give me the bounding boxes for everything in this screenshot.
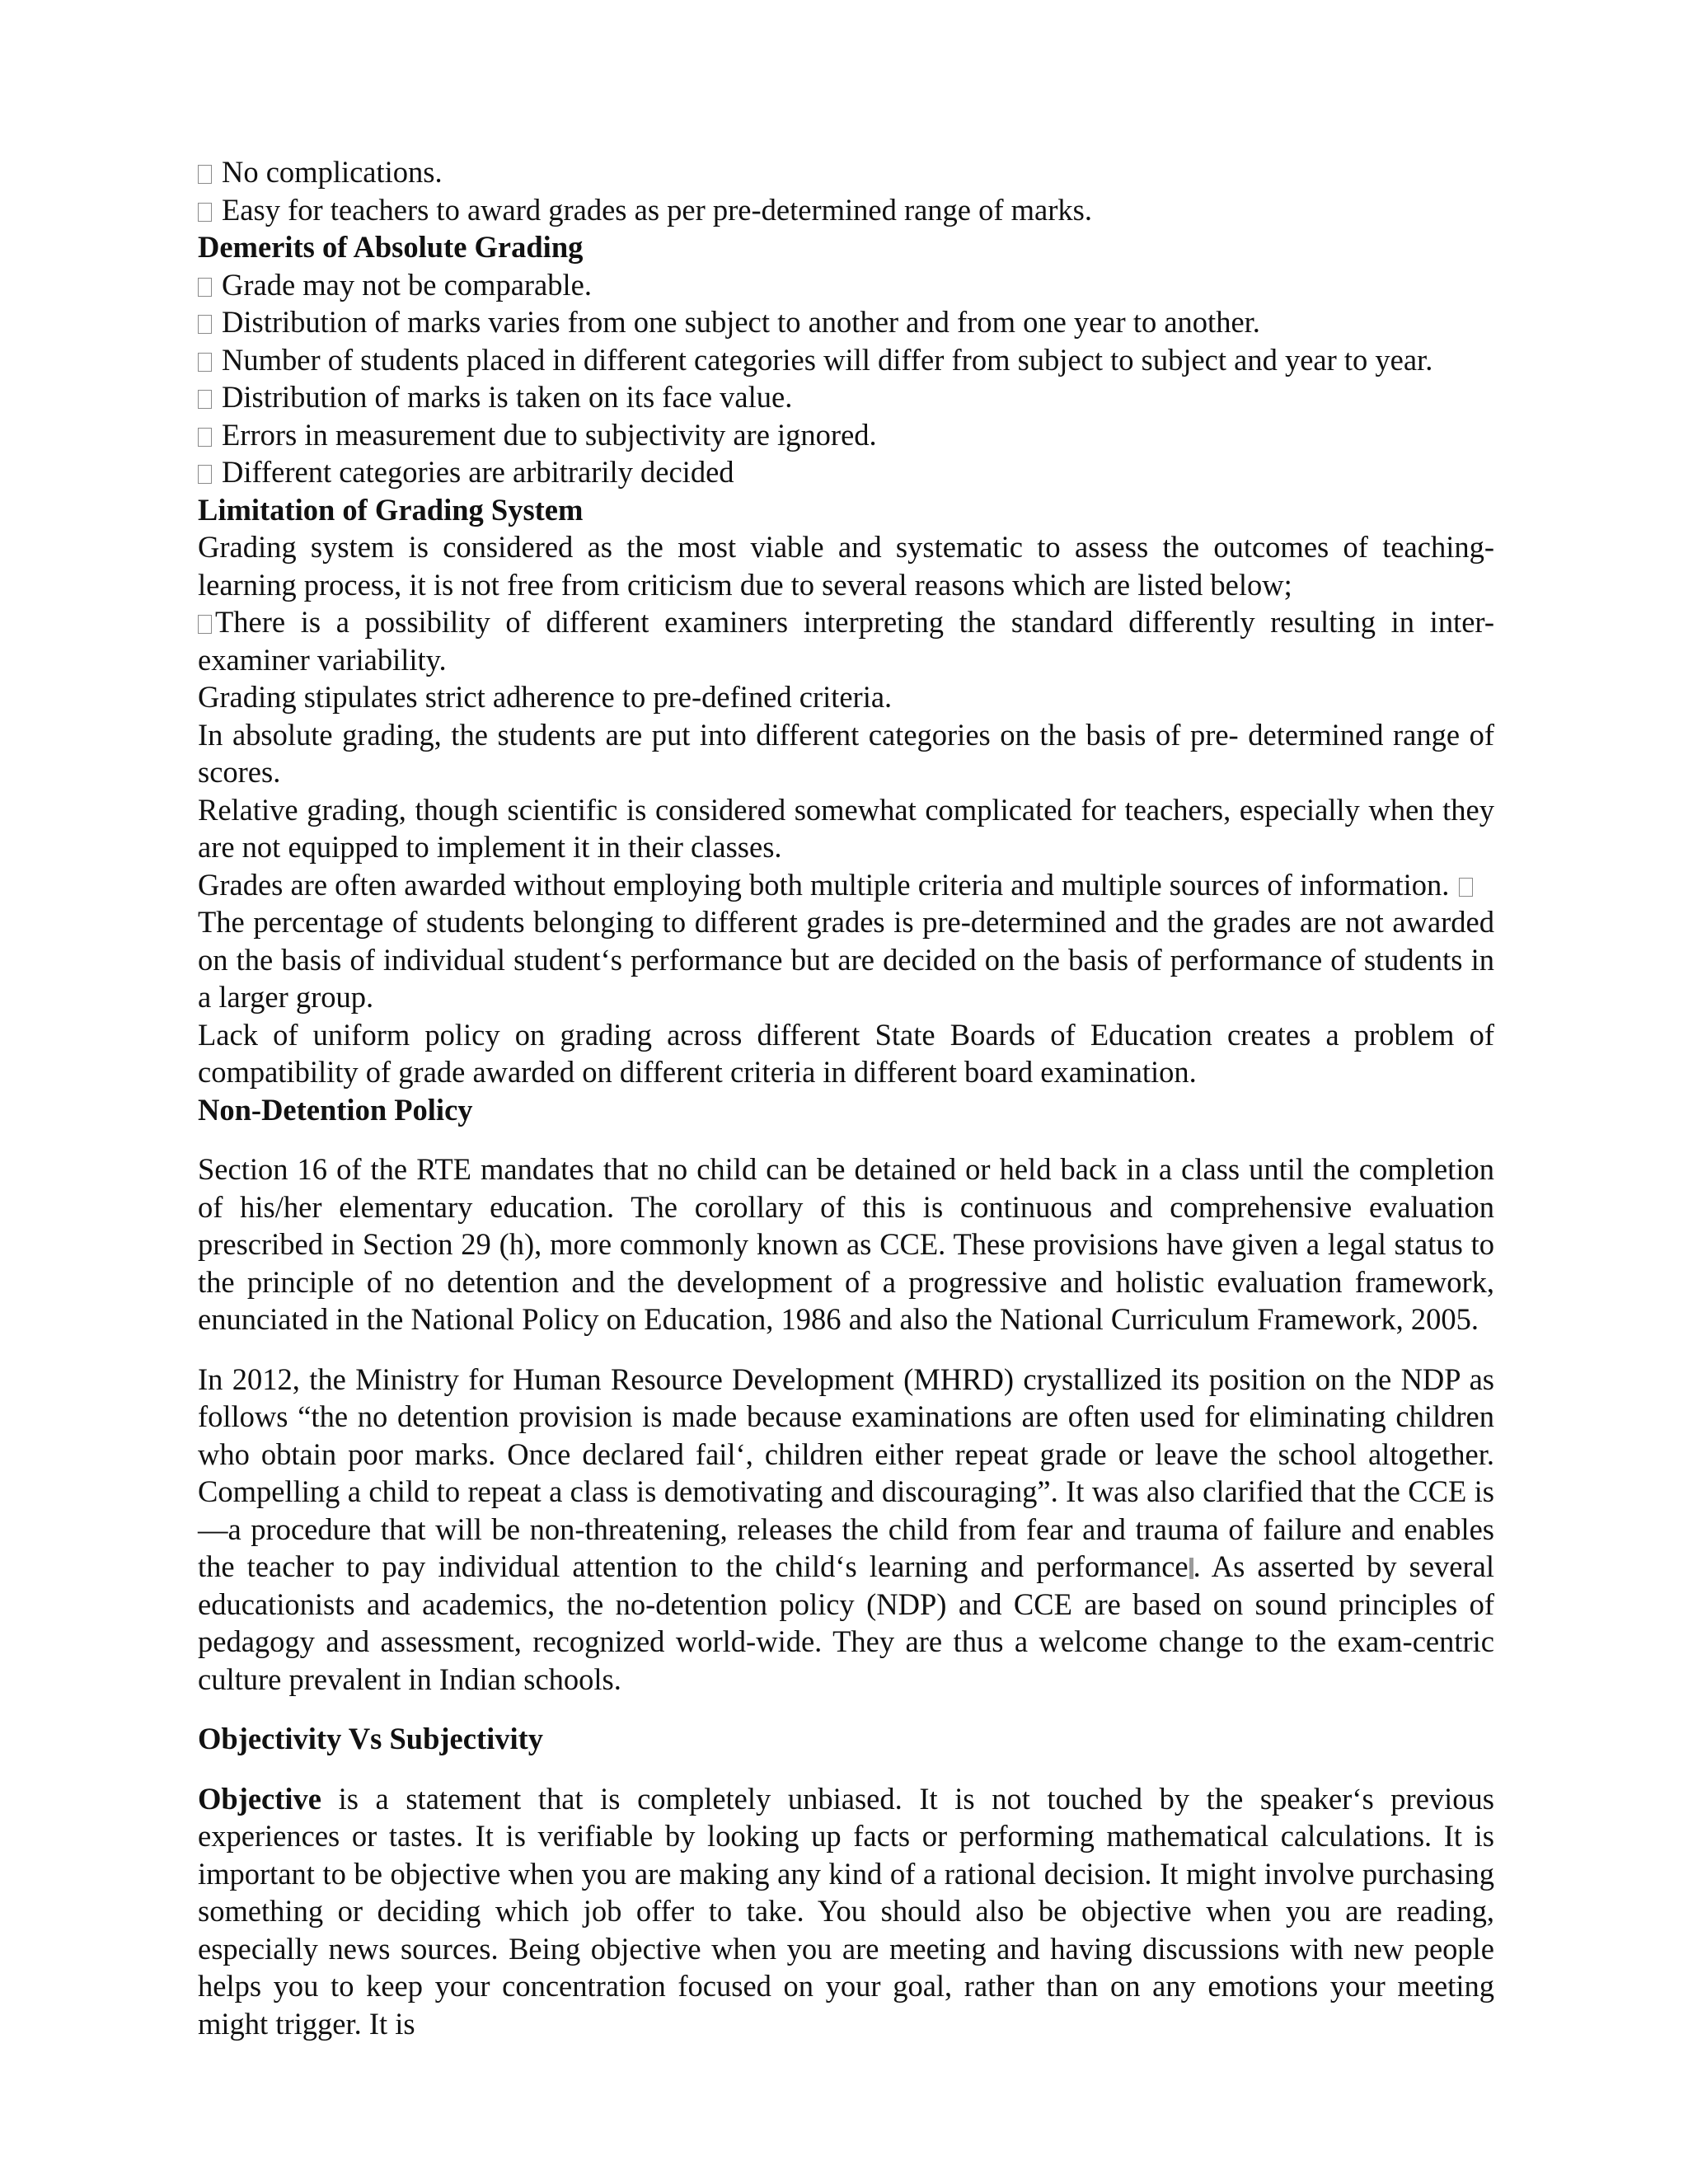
missing-glyph-box [198,615,212,634]
objectivity-heading: Objectivity Vs Subjectivity [198,1722,544,1755]
limitation-heading: Limitation of Grading System [198,492,584,527]
bullet-item: Different categories are arbitrarily decided [198,453,1494,491]
missing-glyph-box [1459,878,1473,897]
missing-glyph-box [198,465,212,484]
bullet-item: Easy for teachers to award grades as per pre-determined range of marks. [198,191,1494,229]
bullet-item: Grade may not be comparable. [198,266,1494,304]
ndp-paragraph-1: Section 16 of the RTE mandates that no child can be detained or held back in a class until the completion of his/her elementary education. The corollary of this is continuous and comprehensive evaluation prescribed in Section 29 (h), more commonly known as CCE. These provisions have given a legal status to the principle of no detention and the development of a progressive and holistic evaluation framework, enunciated in the National Policy on Education, 1986 and also the National Curriculum Framework, 2005. [198,1152,1494,1336]
bullet-item: Distribution of marks is taken on its face value. [198,378,1494,416]
bullet-item: Errors in measurement due to subjectivity are ignored. [198,416,1494,454]
ndp-heading: Non-Detention Policy [198,1092,473,1127]
missing-glyph-box [198,428,212,447]
limitation-point: Grading stipulates strict adherence to pre-defined criteria. [198,680,893,714]
bullet-item: Number of students placed in different categories will differ from subject to subject and year to year. [198,341,1494,379]
missing-glyph-box [198,278,212,297]
missing-glyph-box [198,203,212,222]
missing-glyph-box [198,390,212,409]
ndp-paragraph-2: In 2012, the Ministry for Human Resource Development (MHRD) crystallized its position on the NDP as follows “the no detention provision is made because examinations are often used for eliminating children who obtain poor marks. Once declared fail‘, children either repeat grade or leave the school altogether. Compelling a child to repeat a class is demotivating and discouraging”. It was also clarified that the CCE is ―a procedure that will be non-threatening, releases the child from fear and trauma of failure and enables the teacher to pay individual attention to the child‘s learning and performance . As asserted by several educationists and academics, the no-detention policy (NDP) and CCE are based on sound principles of pedagogy and assessment, recognized world-wide. They are thus a welcome change to the exam-centric culture prevalent in Indian schools. [198,1361,1494,1696]
missing-glyph-box [198,165,212,184]
limitation-point: Grades are often awarded without employing both multiple criteria and multiple sources of information. [198,866,1494,904]
missing-glyph-box [198,315,212,334]
bullet-item: Distribution of marks varies from one subject to another and from one year to another. [198,303,1494,341]
limitation-point: The percentage of students belonging to different grades is pre-determined and the grades are not awarded on the basis of individual student‘s performance but are decided on the basis of performance of students in a larger group. [198,905,1494,1014]
missing-glyph-box [198,353,212,372]
bullet-item: No complications. [198,153,1494,191]
limitation-point: Relative grading, though scientific is considered somewhat complicated for teachers, especially when they are not equipped to implement it in their classes. [198,792,1494,864]
demerits-heading: Demerits of Absolute Grading [198,230,584,264]
limitation-point: Lack of uniform policy on grading across different State Boards of Education creates a problem of compatibility of grade awarded on different criteria in different board examination. [198,1017,1494,1089]
limitation-point: There is a possibility of different examiners interpreting the standard differently resulting in inter-examiner variability. [198,605,1494,677]
limitation-intro: Grading system is considered as the most viable and systematic to assess the outcomes of teaching- learning process, it is not free from criticism due to several reasons which are listed below; [198,530,1494,602]
objective-term: Objective [198,1781,321,1816]
limitation-point: In absolute grading, the students are put into different categories on the basis of pre- determined range of scores. [198,717,1494,789]
document-page [198,153,1494,2042]
objectivity-paragraph: Objective is a statement that is completely unbiased. It is not touched by the speaker‘s previous experiences or tastes. It is verifiable by looking up facts or performing mathematical calculations. It is important to be objective when you are making any kind of a rational decision. It might involve purchasing something or deciding which job offer to take. You should also be objective when you are reading, especially news sources. Being objective when you are meeting and having discussions with new people helps you to keep your concentration focused on your goal, rather than on any emotions your meeting might trigger. It is [198,1781,1494,2041]
